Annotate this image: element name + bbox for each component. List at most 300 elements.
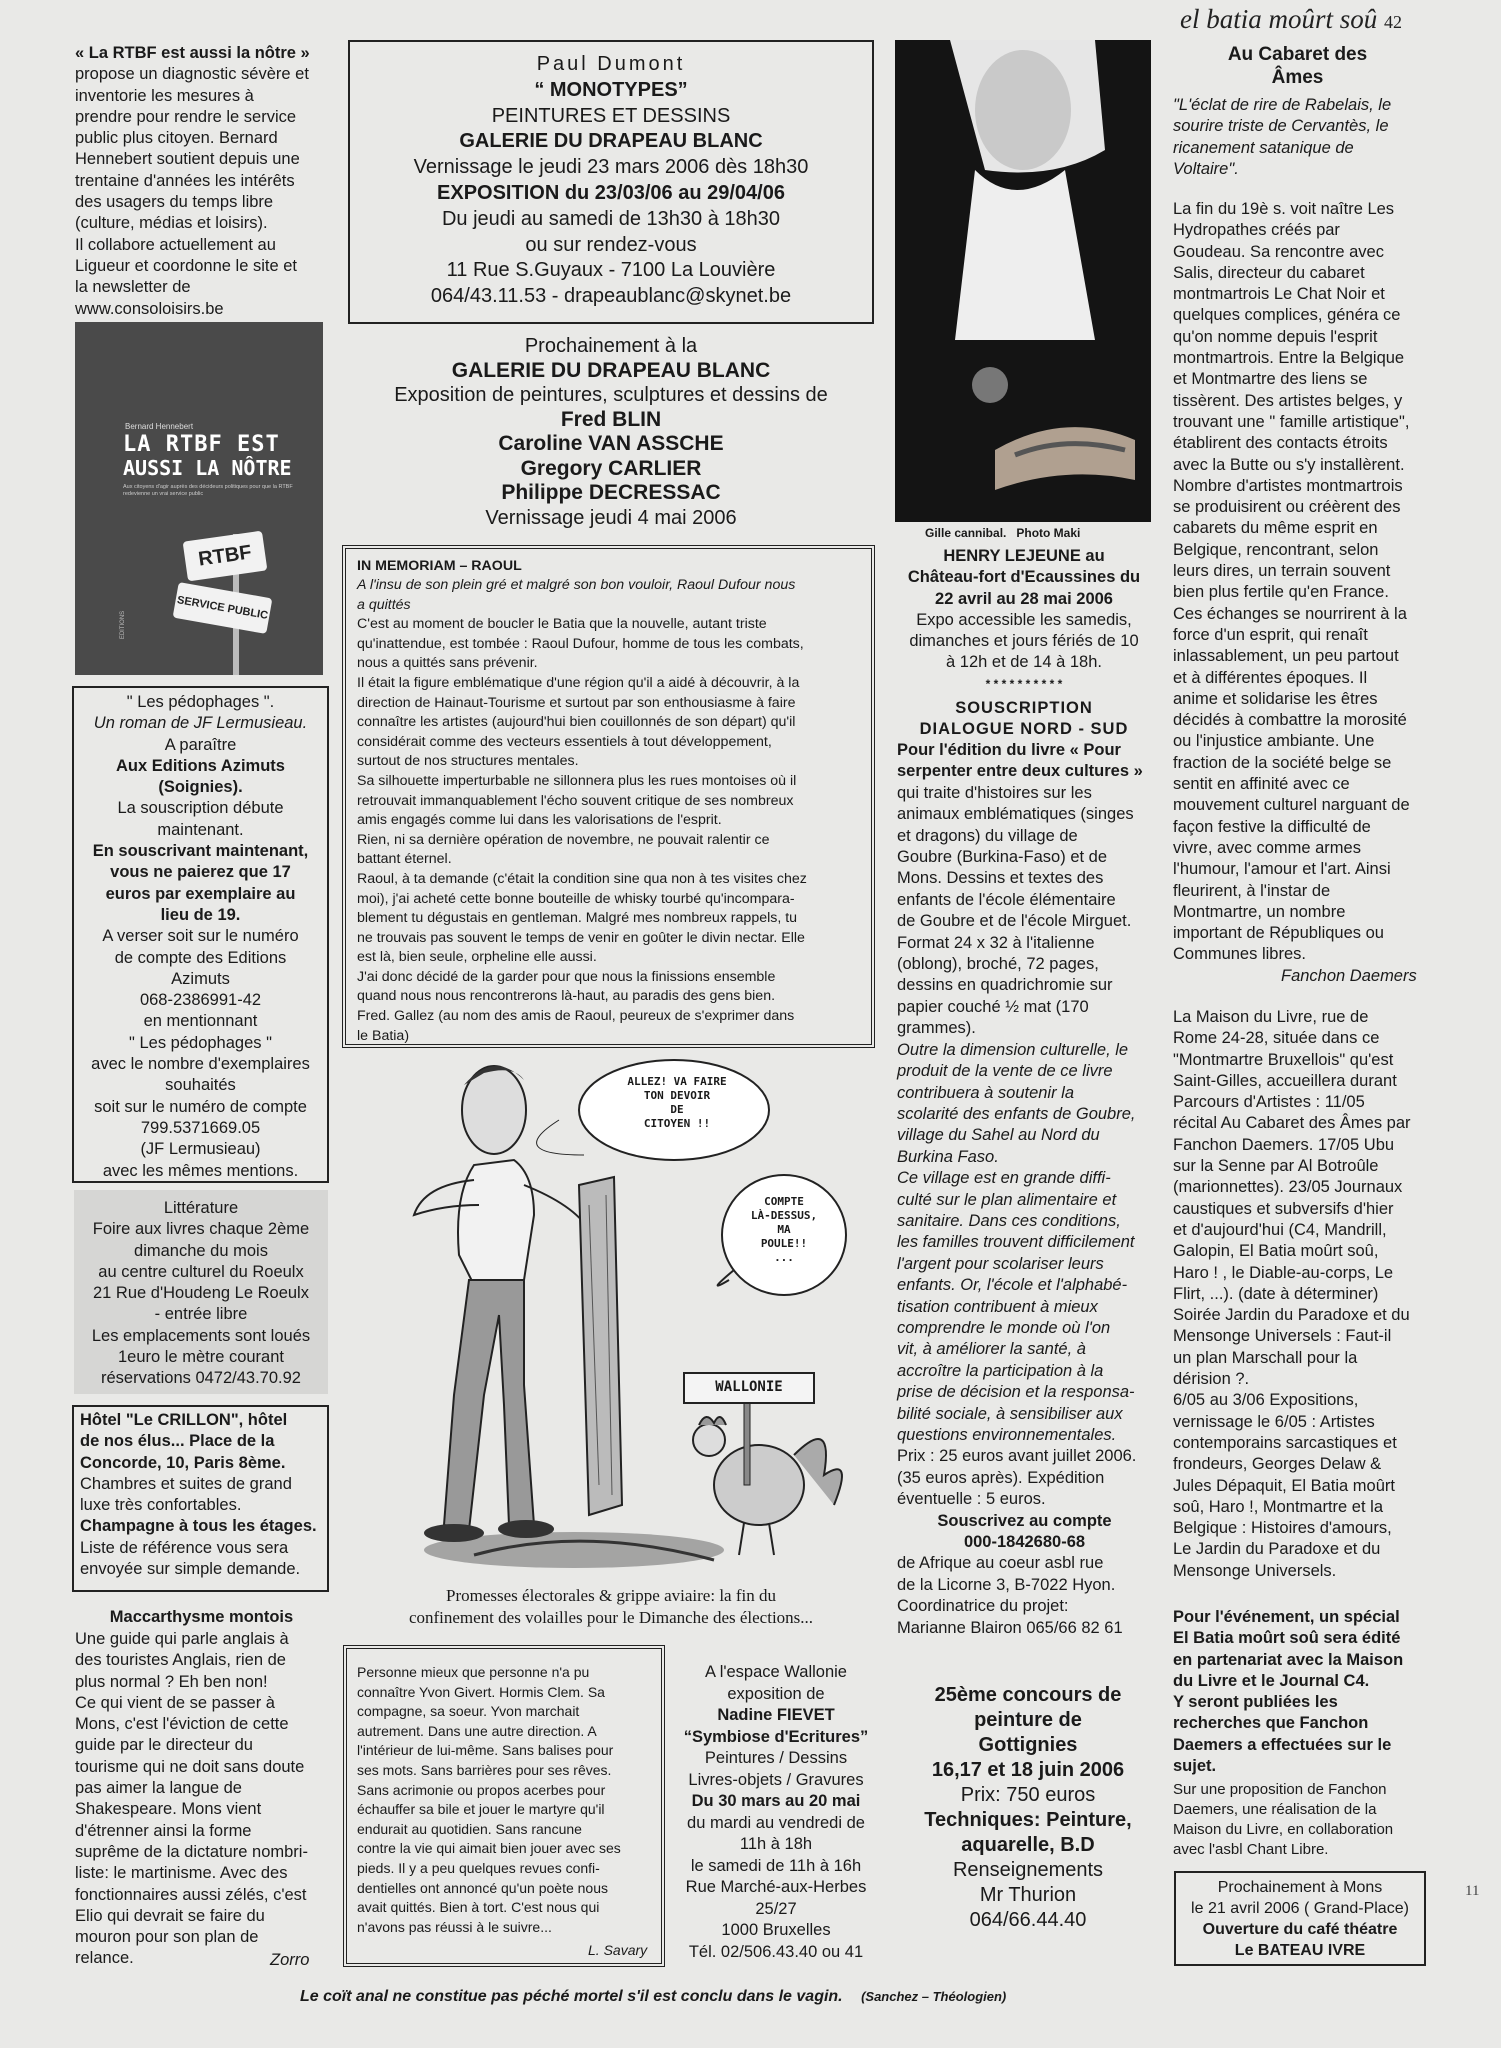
souscription-italic-line: bilité sociale, à sensibiliser aux [897,1404,1123,1423]
cabaret-body-line: vivre, avec comme armes [1173,838,1361,857]
memoriam-line: Il était la figure emblématique d'une région qu'il a aidé à découvrir, à la [357,674,800,691]
cabaret-body-line: mouvement culturel narguant de [1173,796,1410,815]
pedophages-line: Aux Editions Azimuts [116,756,285,775]
givert-line: compagne, sa soeur. Yvon marchait [357,1703,580,1720]
souscription-line: (oblong), broché, 72 pages, [897,955,1099,974]
fievet-line: “Symbiose d'Ecritures” [683,1727,869,1746]
bubble1-line: ALLEZ! VA FAIRE [627,1075,727,1088]
maccarthysme-line: Shakespeare. Mons vient [75,1800,262,1819]
prochainement-line: Caroline VAN ASSCHE [498,432,724,455]
dumont-line: Paul Dumont [536,53,686,75]
souscription-italic-line: contribuera à soutenir la [897,1083,1075,1102]
rtbf-line: public plus citoyen. Bernard [75,129,278,148]
dumont-line: PEINTURES ET DESSINS [491,104,731,127]
souscription-line: serpenter entre deux cultures » [897,762,1143,781]
litterature-line: dimanche du mois [134,1241,268,1260]
page-number: 11 [1465,1883,1480,1899]
bateau-line: Prochainement à Mons [1217,1879,1383,1896]
gottignies-line: 064/66.44.40 [969,1909,1087,1931]
maccarthysme-line: relance. [75,1949,134,1968]
maccarthysme-line: Elio qui devrait se faire du [75,1906,265,1925]
souscription-end-line: de Afrique au coeur asbl rue [897,1554,1104,1573]
souscription-line: dessins en quadrichromie sur [897,976,1113,995]
gottignies-line: Mr Thurion [979,1884,1077,1906]
cabaret-body-line: important de Républiques ou [1173,924,1384,943]
fievet-line: Peintures / Dessins [704,1749,848,1767]
maison-line: Mensonge Universels. [1173,1561,1337,1580]
maccarthysme-line: Une guide qui parle anglais à [75,1630,289,1648]
maison-line: "Montmartre Bruxellois" qu'est [1173,1050,1394,1069]
crillon-line: Concorde, 10, Paris 8ème. [80,1453,286,1472]
maison-line: Parcours d'Artistes : 11/05 [1173,1093,1365,1112]
souscription-line: et dragons) du village de [897,826,1078,845]
cabaret-body-line: avec la Butte ou s'y installèrent. [1173,455,1405,474]
bubble2-line: POULE!! [760,1237,808,1250]
maison-line: 6/05 au 3/06 Expositions, [1173,1391,1359,1410]
memoriam-line: quand nous nous rencontrerons là-haut, au paradis des gens bien. [357,988,776,1005]
givert-line: Personne mieux que personne n'a pu [357,1664,590,1680]
maison-line: Belgique : Histoires d'amours, [1173,1519,1392,1538]
rtbf-line: des usagers du temps libre [75,193,274,212]
maison-line: frondeurs, Georges Delaw & [1173,1455,1382,1474]
bubble1-line: CITOYEN !! [643,1117,711,1130]
rtbf-line: Hennebert soutient depuis une [75,150,300,169]
cabaret-quote-line: sourire triste de Cervantès, le [1173,117,1389,136]
souscription-italic-line: Outre la dimension culturelle, le [897,1040,1129,1059]
cabaret-body-line: Belgique, rencontrant, selon [1173,540,1379,559]
givert-line: connaître Yvon Givert. Hormis Clem. Sa [357,1683,605,1700]
cabaret-body-line: Communes libres. [1173,945,1306,964]
souscription-end-line: de la Licorne 3, B-7022 Hyon. [897,1575,1116,1594]
gottignies-line: Renseignements [952,1859,1104,1881]
dumont-line: ou sur rendez-vous [525,233,697,256]
memoriam-line: a quittés [357,596,411,613]
crillon-line: envoyée sur simple demande. [80,1560,301,1579]
rtbf-line: prendre pour rendre le service [75,107,297,126]
memoriam-line: amis engagés comme lui dans les valorisations de l'esprit. [357,812,722,829]
crillon-line: Hôtel "Le CRILLON", hôtel [80,1411,288,1429]
cabaret-body-line: ou l'injustice ambiante. Une [1173,732,1375,751]
litterature-line: 1euro le mètre courant [117,1348,284,1367]
footer-quote [300,1988,1300,2006]
memoriam-line: Sa silhouette imperturbable ne sillonnera plus les rues montoises où il [357,772,797,789]
book-sign-service-public: SERVICE PUBLIC [173,582,273,634]
lejeune-line: à 12h et de 14 à 18h. [946,653,1102,672]
souscription-account-number: 000-1842680-68 [963,1533,1086,1552]
souscription-italic-line: scolarité des enfants de Goubre, [897,1104,1136,1123]
givert-line: n'avons pas réussi à le suivre... [357,1918,552,1935]
cabaret-body-line: fleurirent, à l'instar de [1173,881,1331,900]
maison-line: Saint-Gilles, accueillera durant [1173,1071,1397,1090]
pedophages-line: maintenant. [157,820,244,839]
souscription-italic-line: culté sur le plan alimentaire et [897,1190,1117,1209]
souscription-italic-line: Ce village est en grande diffi- [897,1169,1111,1188]
memoriam-line: est là, bien seule, orpheline elle aussi. [357,949,597,966]
journal-name: el batia moûrt soû [1180,4,1378,34]
dumont-line: “ MONOTYPES” [534,78,688,101]
givert-signature: L. Savary [588,1942,648,1958]
maison-line: caustiques et subversifs d'hier [1173,1199,1394,1218]
book-sign-rtbf: RTBF [183,531,268,582]
memoriam-title: IN MEMORIAM – RAOUL [357,558,522,574]
pedophages-line: 068-2386991-42 [139,991,262,1010]
fievet-line: du mardi au vendredi de [687,1813,865,1832]
maison-line: Le Jardin du Paradoxe et du [1173,1540,1381,1559]
maccarthysme-line: fonctionnaires aussi zélés, c'est [75,1885,307,1904]
maison-line: La Maison du Livre, rue de [1173,1008,1369,1026]
souscription-end-line: Coordinatrice du projet: [897,1597,1069,1616]
maison-line: Galopin, El Batia moûrt soû, [1173,1242,1379,1261]
cabaret-body-line: Ces échanges se nourrirent à la [1173,604,1407,623]
book-author: Bernard Hennebert [125,422,194,431]
souscription-account-label: Souscrivez au compte [937,1511,1112,1530]
cabaret-title [1170,43,1425,89]
cabaret-body-line: bien plus fertile qu'en France. [1173,583,1389,602]
dumont-line: 064/43.11.53 - drapeaublanc@skynet.be [430,285,792,308]
special-line: Pour l'événement, un spécial [1173,1608,1400,1626]
footer-quote-text: Le coït anal ne constitue pas péché mortel s'il est conclu dans le vagin. [300,1988,843,2005]
fievet-line: exposition de [727,1684,825,1703]
cabaret-body-line: montmartrois. Entre la Belgique [1173,349,1405,368]
book-title-line1: LA RTBF EST [123,432,280,457]
footer-quote-source: (Sanchez – Théologien) [861,1989,1007,2004]
cabaret-body-line: se produisirent ou créèrent des [1173,498,1401,517]
crillon-line: Chambres et suites de grand [80,1474,292,1493]
rtbf-line: inventorie les mesures à [75,86,254,105]
cartoon-bubble-1 [592,1075,762,1131]
pedophages-line: A verser soit sur le numéro [102,927,299,946]
maccarthysme-signature: Zorro [270,1951,310,1969]
givert-line: contre la vie qui aimait bien jouer avec ses [357,1840,621,1857]
givert-line: l'intérieur de lui-même. Sans balises pour [357,1742,614,1759]
fievet-line: Rue Marché-aux-Herbes [685,1878,867,1896]
memoriam-article [357,576,862,1046]
special-line: sujet. [1173,1757,1217,1776]
special-edition-article [1173,1607,1425,1777]
memoriam-line: C'est au moment de boucler le Batia que la nouvelle, autant triste [357,616,767,633]
souscription-line: enfants de l'école élémentaire [897,890,1116,909]
maison-line: Flirt, ...). (date à déterminer) [1173,1284,1379,1303]
litterature-line: au centre culturel du Roeulx [98,1262,304,1281]
cabaret-body-line: anime et solidarise les êtres [1173,689,1378,708]
maison-line: Fanchon Daemers. 17/05 Ubu [1173,1135,1395,1154]
souscription-price-line: (35 euros après). Expédition [897,1468,1105,1487]
crillon-line: Liste de référence vous sera [80,1538,289,1557]
maccarthysme-line: Mons, c'est l'éviction de cette [75,1715,289,1734]
memoriam-line: nous a quittés sans prévenir. [357,655,538,672]
crillon-line: Champagne à tous les étages. [80,1517,317,1536]
bubble1-line: TON DEVOIR [643,1089,711,1102]
pedophages-line: souhaités [165,1076,236,1095]
cabaret-body-line: cabarets du même esprit en [1173,519,1378,538]
book-publisher: EDITIONS [120,610,127,640]
memoriam-line: moi), j'ai acheté cette bonne bouteille de whisky tourbé qu'incompara- [357,890,795,907]
souscription-line: grammes). [897,1019,976,1038]
lejeune-line: HENRY LEJEUNE au [943,547,1105,565]
maison-line: Jules Dépaquit, El Batia moûrt [1173,1476,1395,1495]
gottignies-line: aquarelle, B.D [961,1834,1095,1856]
souscription-italic-line: produit de la vente de ce livre [897,1062,1113,1081]
cabaret-body-line: Nombre d'artistes montmartrois [1173,476,1403,495]
prochainement-line: Philippe DECRESSAC [501,481,721,504]
memoriam-line: qu'inattendue, est tombée : Raoul Dufour, homme de tous les combats, [357,635,804,652]
lejeune-line: Château-fort d'Ecaussines du [907,568,1141,587]
issue-number: 42 [1384,12,1403,32]
lejeune-line: 22 avril au 28 mai 2006 [935,589,1113,608]
pedophages-line: En souscrivant maintenant, [92,842,309,861]
rtbf-line: la newsletter de [75,278,191,297]
pedophages-line: soit sur le numéro de compte [94,1097,307,1116]
lejeune-line: * * * * * * * * * * [985,676,1063,691]
memoriam-line: Fred. Gallez (au nom des amis de Raoul, peureux de s'exprimer dans [357,1008,795,1025]
cabaret-body-line: l'humour, l'amour et l'art. Ainsi [1173,860,1391,879]
souscription-italic-line: vit, à améliorer la santé, à [897,1340,1086,1359]
dumont-announcement [350,52,872,310]
givert-line: autrement. Dans une autre direction. A [357,1722,597,1739]
lejeune-line: dimanches et jours fériés de 10 [909,632,1139,651]
pedophages-line: en mentionnant [143,1012,258,1031]
givert-line: endurait au quotidien. Sans rancune [357,1820,582,1837]
bubble2-line: MA [777,1223,791,1236]
maison-line: contemporains sarcastiques et [1173,1433,1397,1452]
memoriam-line: surtout de nos structures mentales. [357,753,579,770]
pedophages-line: de compte des Editions [114,948,287,967]
givert-line: pieds. Il y a peu quelques revues confi- [357,1859,600,1876]
cabaret-body-line: La fin du 19è s. voit naître Les [1173,200,1395,218]
prochainement-line: Prochainement à la [524,335,698,357]
fievet-line: Du 30 mars au 20 mai [691,1792,861,1810]
memoriam-line: le Batia) [357,1027,410,1044]
maccarthysme-line: plus normal ? Eh ben non! [75,1672,268,1691]
maison-line: soû, Haro !, Montmartre et la [1173,1497,1383,1516]
fievet-line: Nadine FIEVET [717,1706,835,1724]
proposition-line: Sur une proposition de Fanchon [1173,1781,1387,1798]
litterature-line: Les emplacements sont loués [91,1326,311,1345]
souscription-italic-line: Burkina Faso. [897,1147,999,1166]
souscription-title-line2: DIALOGUE NORD - SUD [919,720,1129,738]
cabaret-body-line: tissèrent. Des artistes belges, y [1173,391,1403,410]
fievet-line: Tél. 02/506.43.40 ou 41 [688,1942,864,1961]
maison-line: (marionnettes). 23/05 Journaux [1173,1178,1403,1197]
memoriam-line: connaître les artistes (aujourd'hui bien couillonnés de son départ) qu'il [357,714,796,731]
bubble2-line: COMPTE [764,1195,804,1208]
rtbf-line: trentaine d'années les intérêts [75,171,295,190]
prochainement-line: Vernissage jeudi 4 mai 2006 [485,506,737,529]
cabaret-quote-line: "L'éclat de rire de Rabelais, le [1173,96,1392,114]
rtbf-article [75,43,328,320]
fievet-line: 1000 Bruxelles [721,1921,831,1939]
pedophages-line: Un roman de JF Lermusieau. [93,714,308,733]
cabaret-body-line: et Montmartre des liens se [1173,370,1368,389]
maison-line: Soirée Jardin du Paradoxe et du [1173,1306,1410,1325]
cabaret-body-line: trouvant une " famille artistique", [1173,412,1410,431]
cabaret-quote-line: Voltaire". [1173,159,1239,178]
gottignies-announcement [897,1683,1159,1933]
special-line: recherches que Fanchon [1173,1714,1369,1733]
bubble1-line: DE [670,1103,684,1116]
maccarthysme-line: mouron pour son plan de [75,1928,259,1947]
cabaret-body-line: inlassablement, un peu partout [1173,647,1399,666]
maison-line: Rome 24-28, située dans ce [1173,1029,1380,1048]
cabaret-title-line2: Âmes [1271,67,1324,88]
crillon-line: de nos élus... Place de la [80,1432,275,1451]
memoriam-line: retrouvait immanquablement l'écho souvent critique de ses nombreux [357,792,794,809]
lejeune-announcement [893,546,1155,695]
maison-line: Haro ! , le Diable-au-corps, Le [1173,1263,1394,1282]
crillon-article [80,1410,323,1580]
maccarthysme-line: d'étrenner ainsi la forme [75,1821,252,1840]
souscription-line: animaux emblématiques (singes [897,805,1134,824]
dumont-line: EXPOSITION du 23/03/06 au 29/04/06 [437,181,785,204]
crillon-line: luxe très confortables. [80,1496,242,1515]
souscription-end-line: Marianne Blairon 065/66 82 61 [897,1618,1123,1637]
pedophages-line: euros par exemplaire au [105,884,296,903]
bateau-ivre-announcement [1176,1877,1424,1961]
cabaret-body-line: Hydropathes créés par [1173,221,1340,240]
pedophages-line: " Les pédophages ". [126,693,275,711]
givert-line: dentielles ont annoncé qu'un poète nous [357,1879,608,1896]
givert-line: avait quittés. Bien à tort. C'est nous qui [357,1899,600,1916]
maison-line: Mensonge Universels : Faut-il [1173,1327,1392,1346]
photo-image [895,40,1151,522]
souscription-italic-line: questions environnementales. [897,1426,1117,1444]
souscription-line: Goubre (Burkina-Faso) et de [897,848,1108,867]
souscription-line: Format 24 x 32 à l'italienne [897,933,1095,952]
rtbf-line: www.consoloisirs.be [75,299,224,318]
proposition-line: avec l'asbl Chant Libre. [1173,1841,1329,1858]
gille-cannibal-photo [895,40,1151,522]
cabaret-body-line: façon festive la difficulté de [1173,817,1371,836]
souscription-italic-line: accroître la participation à la [897,1361,1104,1380]
memoriam-line: A l'insu de son plein gré et malgré son bon vouloir, Raoul Dufour nous [357,577,796,593]
souscription-italic-line: les familles trouvent difficilement [897,1233,1135,1252]
book-subtitle: Aux citoyens d'agir auprès des décideurs politiques pour que la RTBF redevienne un vrai service public [123,484,293,497]
cabaret-title-line1: Au Cabaret des [1227,44,1368,65]
fievet-line: A l'espace Wallonie [705,1663,847,1681]
cabaret-signature: Fanchon Daemers [1281,967,1417,985]
maccarthysme-line: liste: le martinisme. Avec des [75,1864,288,1883]
fievet-line: le samedi de 11h à 16h [690,1856,862,1875]
fievet-announcement [676,1662,876,1963]
dumont-line: Du jeudi au samedi de 13h30 à 18h30 [441,207,781,230]
gottignies-line: Prix: 750 euros [960,1784,1096,1806]
cabaret-quote [1173,95,1425,180]
litterature-line: réservations 0472/43.70.92 [101,1369,301,1388]
cabaret-body-line: Salis, directeur du cabaret [1173,263,1365,282]
fievet-line: 11h à 18h [739,1835,813,1853]
election-cartoon [384,1055,854,1580]
special-line: en partenariat avec la Maison [1173,1650,1404,1669]
cartoon-caption-line2: confinement des volailles pour le Dimanche des élections... [408,1608,814,1627]
pedophages-line: avec le nombre d'exemplaires [91,1055,310,1074]
prochainement-line: GALERIE DU DRAPEAU BLANC [451,358,771,382]
souscription-line: Mons. Dessins et textes des [897,869,1104,888]
dumont-line: 11 Rue S.Guyaux - 7100 La Louvière [446,259,776,282]
bateau-line: Le BATEAU IVRE [1234,1942,1366,1959]
souscription-line: qui traite d'histoires sur les [897,783,1092,802]
givert-line: échauffer sa bile et jouer le martyre qu'il [357,1801,605,1818]
maccarthysme-line: Ce qui vient de se passer à [75,1693,275,1712]
rtbf-line: Il collabore actuellement au [75,235,276,254]
rtbf-book-cover [75,322,323,675]
proposition-article [1173,1780,1425,1860]
pedophages-line: A paraître [164,735,237,754]
souscription-italic-line: comprendre le monde où l'on [897,1318,1111,1337]
cartoon-drawing [384,1055,854,1580]
cartoon-sign-wallonie: WALLONIE [715,1379,783,1395]
maccarthysme-line: pas aimer la langue de [75,1779,242,1798]
maison-line: un plan Marschall pour la [1173,1348,1358,1367]
souscription-price-line: éventuelle : 5 euros. [897,1490,1046,1509]
special-line: Daemers a effectuées sur le [1173,1735,1392,1754]
maison-line: et d'aujourd'hui (C4, Mandrill, [1173,1220,1387,1239]
prochainement-line: Exposition de peintures, sculptures et dessins de [394,384,828,406]
maccarthysme-line: guide par le directeur du [75,1736,253,1755]
souscription-italic-line: tisation contribuent à mieux [897,1297,1098,1316]
bubble2-line: LÀ-DESSUS, [750,1209,818,1222]
cabaret-body-line: décidés à combattre la morosité [1173,711,1407,730]
souscription-line: papier couché ½ mat (170 [897,997,1089,1016]
cabaret-quote-line: ricanement satanique de [1173,138,1354,157]
souscription-italic-line: sanitaire. Dans ces conditions, [897,1211,1121,1230]
gottignies-line: Techniques: Peinture, [924,1809,1132,1831]
litterature-line: 21 Rue d'Houdeng Le Roeulx [93,1284,309,1303]
gottignies-line: Gottignies [978,1734,1078,1756]
cartoon-caption [350,1585,872,1629]
memoriam-line: Raoul, à ta demande (c'était la condition sine qua non à tes visites chez [357,870,807,887]
pedophages-line: vous ne paierez que 17 [110,863,291,882]
fievet-line: 25/27 [755,1899,797,1918]
pedophages-line: Azimuts [171,969,230,988]
pedophages-line: " Les pédophages " [129,1033,272,1052]
bateau-line: le 21 avril 2006 ( Grand-Place) [1191,1900,1409,1917]
cabaret-body-line: et à différentes époques. Il [1173,668,1368,687]
litterature-article [74,1198,328,1390]
pedophages-line: 799.5371669.05 [140,1118,261,1137]
givert-line: Sans acrimonie ou propos acerbes pour [357,1781,606,1798]
book-title-line2: AUSSI LA NÔTRE [123,456,292,480]
prochainement-announcement [350,334,872,530]
cabaret-body-line: force d'un esprit, qui renaît [1173,625,1368,644]
cabaret-article [1173,199,1425,966]
rtbf-line: « La RTBF est aussi la nôtre » [75,44,310,62]
cabaret-body-line: fraction de la société belge se [1173,753,1392,772]
souscription-italic-line: prise de décision et la responsa- [897,1383,1135,1402]
pedophages-article [74,692,327,1182]
cartoon-caption-line1: Promesses électorales & grippe aviaire: la fin du [446,1586,776,1605]
cabaret-body-line: qu'on nomme depuis l'esprit [1173,327,1378,346]
fievet-line: Livres-objets / Gravures [688,1770,864,1789]
maison-line: sur la Senne par Al Botroûle [1173,1157,1379,1176]
cabaret-body-line: montmartrois Le Chat Noir et [1173,285,1385,304]
souscription-article [897,740,1152,1639]
bubble2-line: ... [774,1251,794,1264]
maison-line: vernissage le 6/05 : Artistes [1173,1412,1375,1431]
cabaret-body-line: sentit en affinité avec ce [1173,775,1350,794]
cabaret-body-line: Montmartre, un nombre [1173,902,1346,921]
maison-line: récital Au Cabaret des Âmes par [1173,1114,1411,1133]
journal-title [1180,4,1402,35]
memoriam-line: Rien, ni sa dernière opération de novembre, ne pouvait ralentir ce [357,831,770,848]
souscription-line: Pour l'édition du livre « Pour [897,741,1121,759]
cabaret-body-line: leurs dires, un terrain souvent [1173,562,1391,581]
rtbf-line: (culture, médias et loisirs). [75,214,268,233]
memoriam-line: considérait comme des vecteurs essentiels à tout développement, [357,733,772,750]
memoriam-line: direction de Hainaut-Tourisme et surtout par son enthousiasme à faire [357,694,796,711]
pedophages-line: avec les mêmes mentions. [102,1161,299,1180]
litterature-line: Foire aux livres chaque 2ème [92,1220,310,1239]
maccarthysme-line: des touristes Anglais, rien de [75,1651,286,1670]
